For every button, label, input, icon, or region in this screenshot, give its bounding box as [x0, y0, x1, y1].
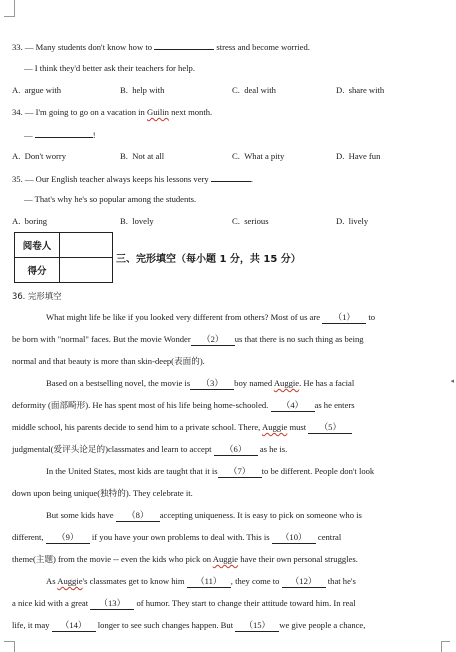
cloze-blank[interactable]: （11） — [187, 575, 231, 588]
reviewer-label: 阅卷人 — [15, 233, 60, 258]
option-c[interactable]: C. serious — [232, 216, 269, 226]
passage-line: middle school, his parents decide to send him to a private school. There, Auggie must （5） — [12, 421, 352, 434]
cloze-blank[interactable]: （5） — [308, 421, 352, 434]
question-35-reply: — That's why he's so popular among the students. — [24, 194, 197, 204]
passage-line: judgmental(爱评头论足的)classmates and learn to accept （6） as he is. — [12, 444, 288, 454]
option-a[interactable]: A. argue with — [12, 85, 62, 95]
cloze-blank[interactable]: （8） — [116, 509, 160, 522]
option-a[interactable]: A. boring — [12, 216, 48, 226]
passage-line: In the United States, most kids are taught that it is （7） to be different. People don't look — [46, 466, 375, 476]
question-34-reply: — ! — [24, 130, 96, 140]
option-b[interactable]: B. help with — [120, 85, 165, 95]
cloze-blank[interactable]: （10） — [272, 531, 316, 544]
option-d[interactable]: D. Have fun — [336, 151, 381, 161]
section-title: 三、完形填空（每小题 1 分，共 15 分） — [116, 254, 301, 265]
cloze-blank[interactable]: （13） — [90, 597, 134, 610]
passage-line: deformity (面部畸形). He has spent most of his life being home-schooled. （4） as he enters — [12, 400, 355, 410]
page-corner-mark — [4, 641, 15, 652]
option-d[interactable]: D. share with — [336, 85, 385, 95]
cloze-blank[interactable]: （4） — [271, 399, 315, 412]
passage-line: life, it may （14） longer to see such changes happen. But （15） we give people a chance, — [12, 620, 366, 630]
option-d[interactable]: D. lively — [336, 216, 369, 226]
reviewer-cell[interactable] — [60, 233, 113, 258]
cloze-blank[interactable]: （9） — [46, 531, 90, 544]
spellcheck-word: Auggie — [261, 422, 288, 432]
passage-line: As Auggie's classmates get to know him （11） , they come to （12） that he's — [46, 576, 356, 586]
score-table — [14, 232, 113, 283]
passage-line: Based on a bestselling novel, the movie is （3） boy named Auggie. He has a facial — [46, 378, 355, 388]
question-33-prompt: 33. — Many students don't know how to stress and become worried. — [12, 42, 310, 52]
question-33-reply: — I think they'd better ask their teachers for help. — [24, 63, 195, 73]
question-number: 35. — [12, 174, 23, 184]
question-35-prompt: 35. — Our English teacher always keeps his lessons very . — [12, 174, 253, 184]
cloze-blank[interactable]: （3） — [190, 377, 234, 390]
spellcheck-word: Auggie — [212, 554, 239, 564]
passage-line: a nice kid with a great （13） of humor. They start to change their attitude toward him. In real — [12, 598, 356, 608]
page-corner-mark — [441, 641, 450, 652]
question-36-label: 36. 完形填空 — [12, 291, 62, 301]
answer-blank[interactable] — [154, 40, 214, 50]
passage-line: theme(主题) from the movie -- even the kids who pick on Auggie have their own personal struggles. — [12, 554, 358, 564]
margin-marker: ◂ — [450, 377, 454, 385]
spellcheck-word: Guilin — [147, 107, 169, 117]
page-corner-mark — [4, 0, 15, 17]
question-number: 33. — [12, 42, 23, 52]
cloze-blank[interactable]: （1） — [322, 311, 366, 324]
option-b[interactable]: B. lovely — [120, 216, 154, 226]
option-c[interactable]: C. What a pity — [232, 151, 285, 161]
passage-line: down upon being unique(独特的). They celebrate it. — [12, 488, 193, 498]
spellcheck-word: Auggie — [273, 378, 300, 388]
question-34-prompt: 34. — I'm going to go on a vacation in Guilin next month. — [12, 107, 213, 117]
cloze-blank[interactable]: （12） — [282, 575, 326, 588]
passage-line: But some kids have （8） accepting uniqueness. It is easy to pick on someone who is — [46, 510, 362, 520]
answer-blank[interactable] — [211, 172, 251, 182]
spellcheck-word: Auggie — [57, 576, 83, 586]
passage-line: What might life be like if you looked very different from others? Most of us are （1） to — [46, 312, 376, 322]
passage-line: be born with "normal" faces. But the movie Wonder （2） us that there is no such thing as being — [12, 334, 364, 344]
cloze-blank[interactable]: （15） — [235, 619, 279, 632]
cloze-blank[interactable]: （14） — [52, 619, 96, 632]
cloze-blank[interactable]: （7） — [218, 465, 262, 478]
score-label: 得分 — [15, 258, 60, 283]
passage-line: different, （9） if you have your own problems to deal with. This is （10） central — [12, 532, 342, 542]
cloze-blank[interactable]: （6） — [214, 443, 258, 456]
score-cell[interactable] — [60, 258, 113, 283]
option-b[interactable]: B. Not at all — [120, 151, 165, 161]
cloze-blank[interactable]: （2） — [191, 333, 235, 346]
option-a[interactable]: A. Don't worry — [12, 151, 67, 161]
option-c[interactable]: C. deal with — [232, 85, 276, 95]
answer-blank[interactable] — [35, 128, 93, 138]
passage-line: normal and that beauty is more than skin-deep(表面的). — [12, 356, 205, 366]
question-number: 34. — [12, 107, 23, 117]
